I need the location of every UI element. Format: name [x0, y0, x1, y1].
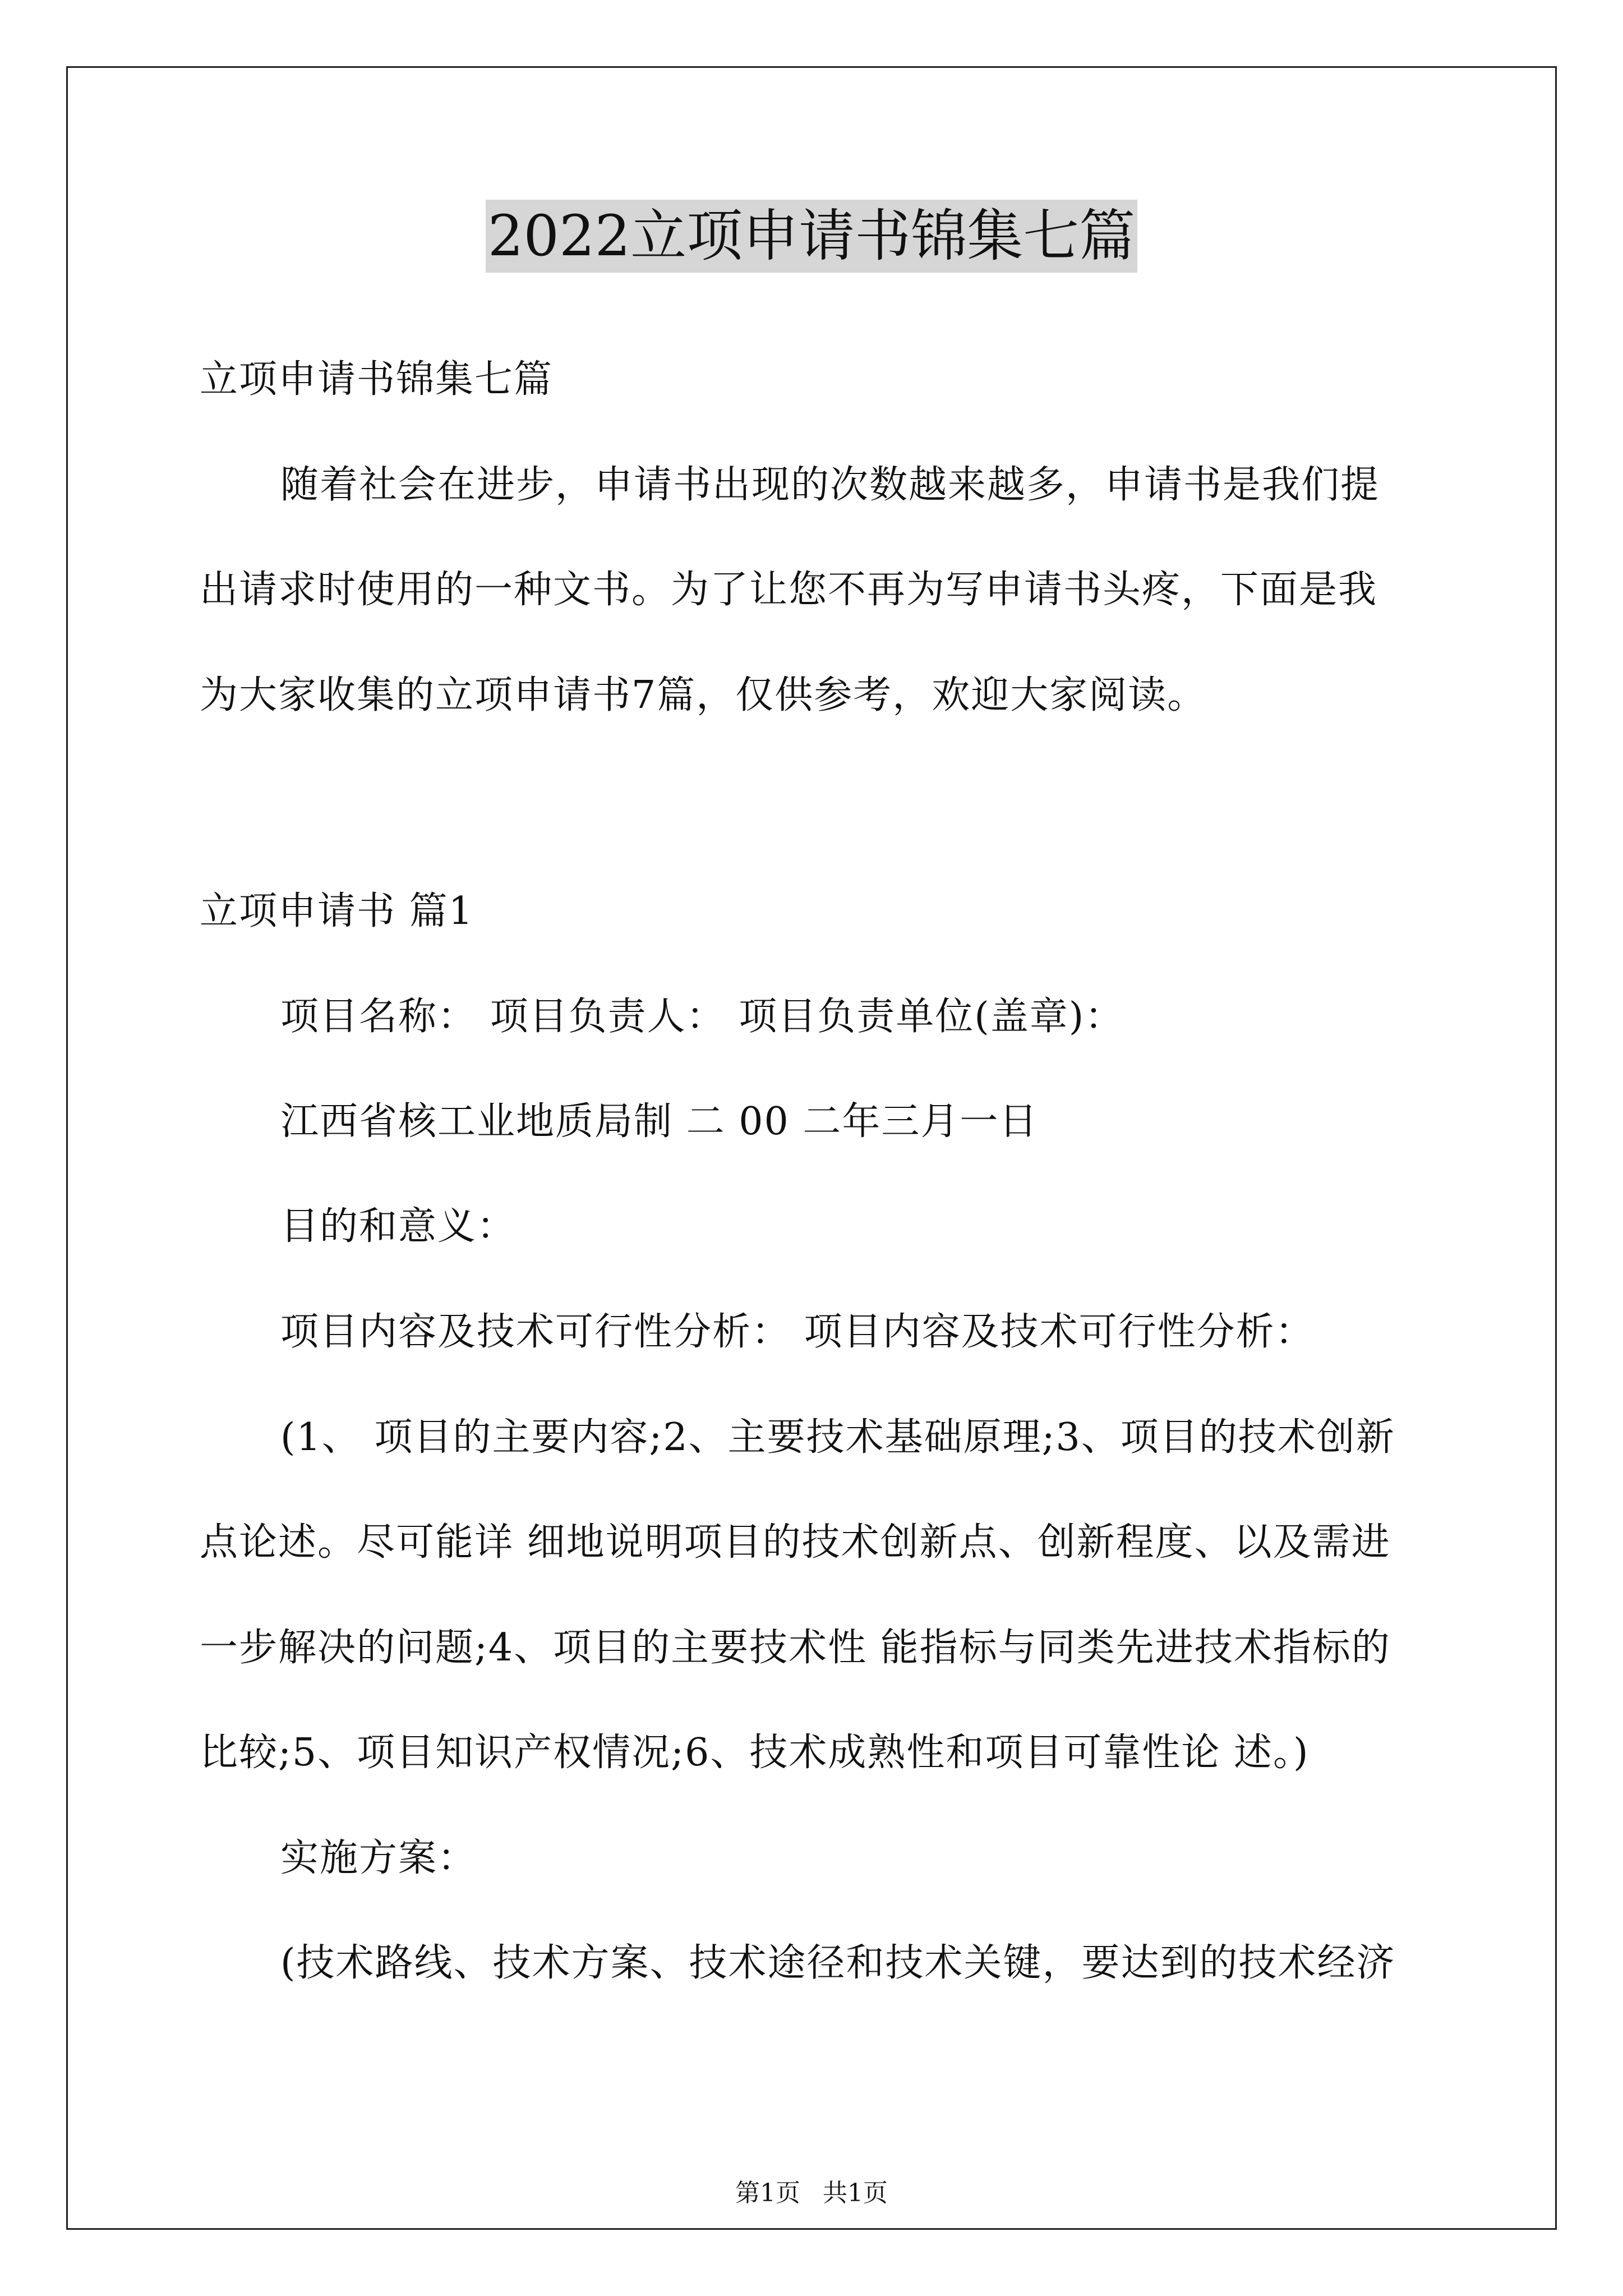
intro-line-2: 出请求时使用的一种文书。为了让您不再为写申请书头疼，下面是我	[200, 568, 1378, 612]
page-total: 共1页	[823, 2179, 888, 2207]
implementation-line-1: (技术路线、技术方案、技术途径和技术关键，要达到的技术经济	[280, 1941, 1396, 1985]
document-subtitle: 立项申请书锦集七篇	[200, 357, 554, 402]
issuer-line: 江西省核工业地质局制 二 00 二年三月一日	[280, 1099, 1039, 1144]
intro-line-1: 随着社会在进步，申请书出现的次数越来越多，申请书是我们提	[280, 463, 1380, 507]
title-container	[0, 200, 1623, 273]
page-footer	[0, 2177, 1623, 2210]
body-paragraph-line-4: 比较;5、项目知识产权情况;6、技术成熟性和项目可靠性论 述。)	[200, 1731, 1310, 1775]
body-paragraph-line-3: 一步解决的问题;4、项目的主要技术性 能指标与同类先进技术指标的	[200, 1626, 1391, 1670]
implementation-heading: 实施方案：	[280, 1836, 477, 1880]
body-paragraph-line-1: (1、 项目的主要内容;2、主要技术基础原理;3、项目的技术创新	[280, 1415, 1395, 1460]
feasibility-heading: 项目内容及技术可行性分析： 项目内容及技术可行性分析：	[280, 1310, 1315, 1354]
intro-line-3: 为大家收集的立项申请书7篇，仅供参考，欢迎大家阅读。	[200, 673, 1207, 717]
project-fields-line: 项目名称： 项目负责人： 项目负责单位(盖章)：	[280, 995, 1124, 1039]
body-paragraph-line-2: 点论述。尽可能详 细地说明项目的技术创新点、创新程度、以及需进	[200, 1520, 1391, 1565]
page-number: 第1页	[735, 2179, 800, 2207]
section-heading: 立项申请书 篇1	[200, 889, 474, 933]
purpose-heading: 目的和意义：	[280, 1204, 517, 1249]
document-title: 2022立项申请书锦集七篇	[486, 200, 1138, 273]
